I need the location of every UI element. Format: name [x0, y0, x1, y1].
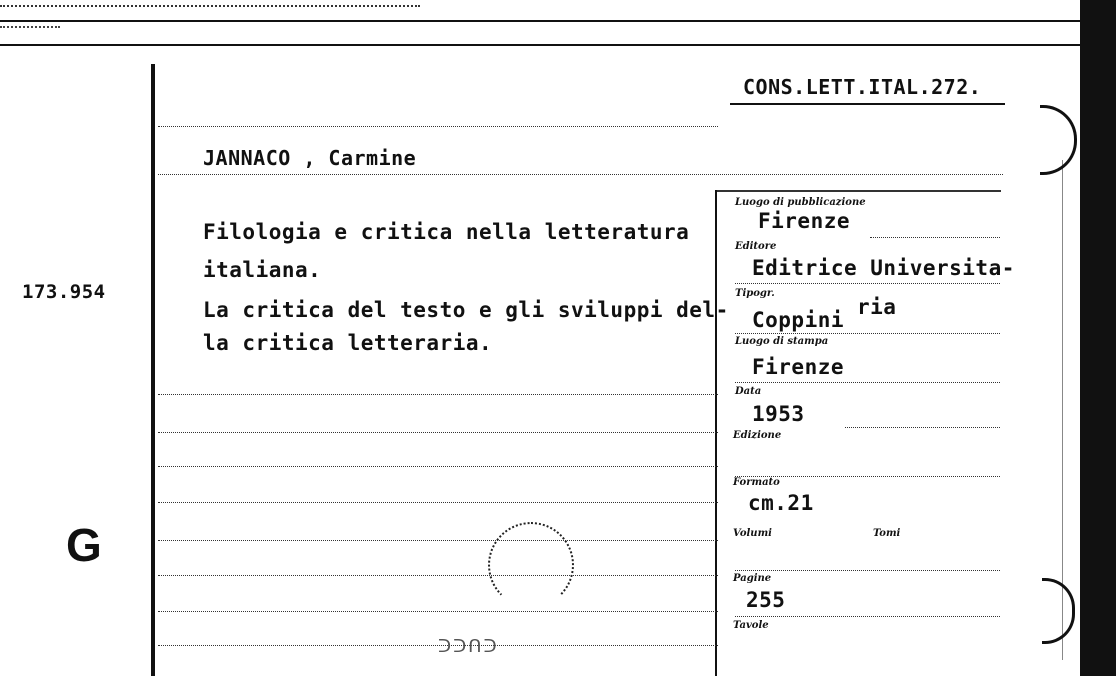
rule-line: [158, 575, 718, 576]
tomes-label: Tomi: [873, 528, 901, 539]
plates-label: Tavole: [733, 620, 769, 631]
shelfmark-underline: [730, 103, 1005, 105]
punch-hole-top: [1040, 105, 1077, 175]
publisher-value-cont: ria: [857, 295, 897, 319]
volumes-label: Volumi: [733, 528, 772, 539]
rule-line: [158, 611, 718, 612]
date-label: Data: [735, 386, 762, 397]
top-border-line: [0, 20, 1080, 22]
printer-value: Coppini: [752, 308, 845, 332]
top-left-artifact: [0, 26, 60, 34]
section-letter: G: [66, 519, 102, 571]
field-panel-border-left: [715, 190, 717, 676]
punch-hole-bottom: [1042, 578, 1075, 644]
format-value: cm.21: [748, 491, 814, 515]
title-line-2: italiana.: [203, 258, 322, 282]
pages-label: Pagine: [733, 573, 772, 584]
pages-value: 255: [746, 588, 786, 612]
place-label: Luogo di pubblicazione: [735, 197, 866, 208]
title-line-3: La critica del testo e gli sviluppi del-: [203, 298, 729, 322]
print-place-label: Luogo di stampa: [735, 336, 829, 347]
edition-label: Edizione: [733, 430, 782, 441]
top-dotted-artifact: [0, 5, 420, 7]
field-rule: [870, 237, 1000, 238]
top-border-line-2: [0, 44, 1080, 46]
publisher-value: Editrice Universita-: [752, 256, 1015, 280]
format-label: Formato: [733, 477, 780, 488]
title-line-1: Filologia e critica nella letteratura: [203, 220, 690, 244]
field-rule: [735, 570, 1000, 571]
publisher-label: Editore: [735, 241, 777, 252]
shelfmark: CONS.LETT.ITAL.272.: [743, 75, 982, 99]
field-rule: [845, 427, 1000, 428]
field-rule: [735, 616, 1000, 617]
bottom-stamp: ᑐᑐᑎᑐ: [438, 636, 499, 657]
field-panel-border-top: [717, 190, 1001, 192]
title-line-4: la critica letteraria.: [203, 331, 493, 355]
rule-line: [158, 502, 718, 503]
circle-stamp-mark: [488, 522, 574, 608]
rule-line: [158, 174, 1003, 175]
rule-line: [158, 540, 718, 541]
field-rule: [735, 333, 1000, 334]
printer-label: Tipogr.: [735, 288, 775, 299]
field-rule: [735, 283, 1000, 284]
rule-line: [158, 126, 718, 127]
date-value: 1953: [752, 402, 805, 426]
right-edge-band: [1080, 0, 1116, 676]
author-name: JANNACO , Carmine: [203, 146, 417, 170]
field-rule: [735, 382, 1000, 383]
rule-line: [158, 394, 718, 395]
left-margin-rule: [151, 64, 155, 676]
place-value: Firenze: [758, 209, 851, 233]
print-place-value: Firenze: [752, 355, 845, 379]
rule-line: [158, 432, 718, 433]
inventory-number: 173.954: [22, 281, 106, 303]
rule-line: [158, 466, 718, 467]
